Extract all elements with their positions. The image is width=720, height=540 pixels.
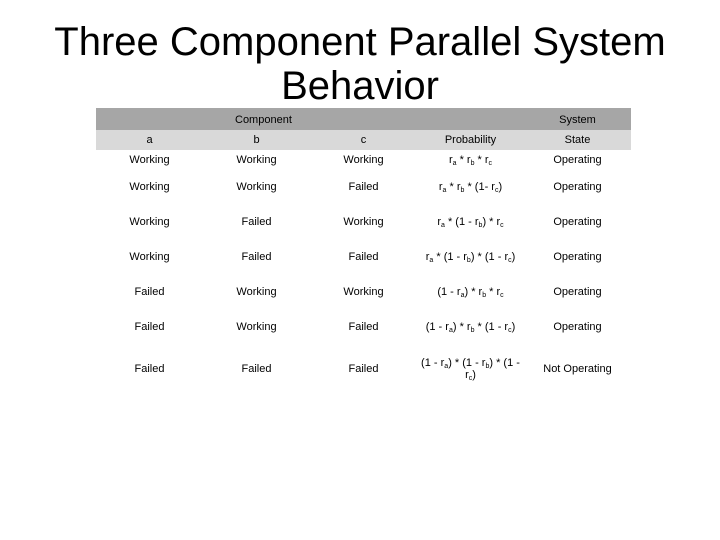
header-a: a: [146, 134, 153, 146]
cell-state: Operating: [553, 180, 602, 193]
cell-probability: $r_a * r_b * r_c$: [448, 153, 493, 167]
cell-a: Working: [129, 250, 170, 263]
cell-state: Operating: [553, 215, 602, 228]
cell-state: Operating: [553, 320, 602, 333]
header-system: System: [559, 114, 596, 126]
cell-probability: $r_a * (1 - r_b) * r_c$: [437, 215, 504, 229]
header-state: State: [564, 134, 591, 146]
cell-c: Working: [343, 153, 384, 166]
table-row: [96, 274, 631, 309]
table-row: [96, 344, 631, 393]
table-row: [96, 309, 631, 344]
cell-c: Working: [343, 285, 384, 298]
slide-title: Three Component Parallel System Behavior: [54, 20, 666, 108]
table-row: [96, 239, 631, 274]
cell-probability: $(1 - r_a) * r_b * (1 - r_c)$: [425, 320, 516, 334]
cell-a: Working: [129, 215, 170, 228]
table-row: [96, 150, 631, 169]
header-group-row: [96, 108, 631, 130]
cell-b: Failed: [241, 250, 272, 263]
cell-b: Working: [236, 320, 277, 333]
cell-state: Operating: [553, 285, 602, 298]
cell-b: Failed: [241, 362, 272, 375]
system-behavior-table: [96, 108, 631, 393]
table-row: [96, 169, 631, 204]
header-probability: Probability: [444, 134, 497, 146]
cell-a: Working: [129, 153, 170, 166]
table-row: [96, 204, 631, 239]
cell-b: Failed: [241, 215, 272, 228]
cell-probability: $(1 - r_a) * r_b * r_c$: [437, 285, 504, 299]
table-body: [96, 150, 631, 393]
header-c: c: [360, 134, 367, 146]
cell-state: Operating: [553, 250, 602, 263]
cell-probability: $r_a * r_b * (1-$ $r_c$): [438, 180, 503, 194]
cell-b: Working: [236, 285, 277, 298]
header-column-row: [96, 130, 631, 150]
cell-a: Failed: [134, 362, 165, 375]
cell-b: Working: [236, 153, 277, 166]
cell-c: Failed: [348, 180, 379, 193]
header-b: b: [253, 134, 260, 146]
cell-a: Working: [129, 180, 170, 193]
cell-a: Failed: [134, 285, 165, 298]
cell-c: Failed: [348, 362, 379, 375]
cell-c: Working: [343, 215, 384, 228]
cell-a: Failed: [134, 320, 165, 333]
cell-c: Failed: [348, 320, 379, 333]
header-empty: [417, 108, 524, 130]
cell-state: Operating: [553, 153, 602, 166]
cell-probability: $(1 - r_a) * (1 - r_b) * (1 - r_c)$: [421, 356, 520, 382]
cell-state: Not Operating: [543, 362, 612, 375]
header-component: Component: [235, 114, 292, 126]
cell-c: Failed: [348, 250, 379, 263]
cell-probability: $r_a * (1 - r_b) * (1 - r_c)$: [425, 250, 516, 264]
cell-b: Working: [236, 180, 277, 193]
